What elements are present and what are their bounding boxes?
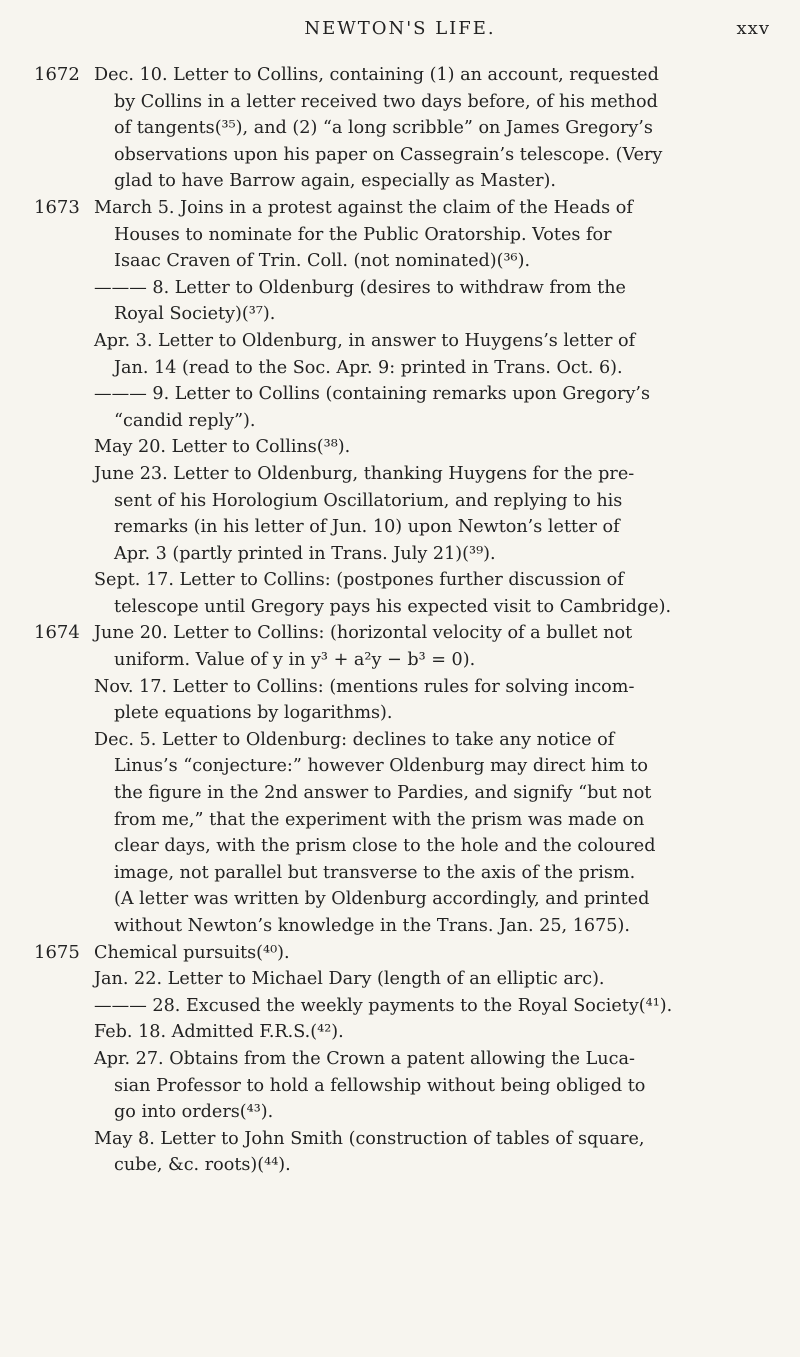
text-line: remarks (in his letter of Jun. 10) upon Newton’s letter of xyxy=(114,517,620,538)
text-line: May 20. Letter to Collins(³⁸). xyxy=(94,437,351,458)
text-line: ——— 28. Excused the weekly payments to the Royal Society(⁴¹). xyxy=(94,995,673,1016)
text-line: Apr. 3. Letter to Oldenburg, in answer to Huygens’s letter of xyxy=(94,330,636,351)
year-label: 1672 xyxy=(34,64,80,85)
text-line: March 5. Joins in a protest against the claim of the Heads of xyxy=(94,197,633,218)
text-line: the figure in the 2nd answer to Pardies, and signify “but not xyxy=(114,783,652,804)
text-line: telescope until Gregory pays his expected visit to Cambridge). xyxy=(114,596,672,617)
page-number: xxv xyxy=(736,18,770,39)
text-line: (A letter was written by Oldenburg accordingly, and printed xyxy=(114,889,650,910)
page-header xyxy=(0,14,800,44)
chronology-entries xyxy=(0,62,800,1179)
text-line: June 20. Letter to Collins: (horizontal velocity of a bullet not xyxy=(94,623,633,644)
year-entry xyxy=(0,940,800,1179)
text-line: image, not parallel but transverse to the axis of the prism. xyxy=(114,862,636,883)
year-entry xyxy=(0,620,800,939)
text-line: ——— 8. Letter to Oldenburg (desires to withdraw from the xyxy=(94,277,626,298)
text-line: June 23. Letter to Oldenburg, thanking Huygens for the pre- xyxy=(94,463,635,484)
text-line: cube, &c. roots)(⁴⁴). xyxy=(114,1155,291,1176)
text-line: Apr. 3 (partly printed in Trans. July 21)(³⁹). xyxy=(114,543,496,564)
year-label: 1673 xyxy=(34,196,80,218)
text-line: by Collins in a letter received two days before, of his method xyxy=(114,91,658,112)
text-line: clear days, with the prism close to the hole and the coloured xyxy=(114,836,656,857)
text-line: glad to have Barrow again, especially as Master). xyxy=(114,171,556,192)
text-line: Nov. 17. Letter to Collins: (mentions rules for solving incom- xyxy=(94,676,635,697)
text-line: Dec. 5. Letter to Oldenburg: declines to take any notice of xyxy=(94,729,615,750)
year-entry xyxy=(0,62,800,195)
text-line: sent of his Horologium Oscillatorium, and replying to his xyxy=(114,490,623,511)
text-line: of tangents(³⁵), and (2) “a long scribble” on James Gregory’s xyxy=(114,118,653,139)
text-line: Feb. 18. Admitted F.R.S.(⁴²). xyxy=(94,1022,344,1043)
running-title: NEWTON'S LIFE. xyxy=(304,18,496,39)
text-line: without Newton’s knowledge in the Trans. Jan. 25, 1675). xyxy=(114,916,630,936)
year-entry xyxy=(0,195,800,621)
text-line: go into orders(⁴³). xyxy=(114,1102,274,1123)
text-line: from me,” that the experiment with the prism was made on xyxy=(114,809,645,830)
text-line: uniform. Value of y in y³ + a²y − b³ = 0). xyxy=(114,650,476,671)
year-label: 1674 xyxy=(34,622,80,644)
text-line: observations upon his paper on Cassegrain’s telescope. (Very xyxy=(114,144,663,165)
text-line: Jan. 14 (read to the Soc. Apr. 9: printed in Trans. Oct. 6). xyxy=(114,357,623,378)
text-line: sian Professor to hold a fellowship without being obliged to xyxy=(114,1075,646,1096)
text-line: plete equations by logarithms). xyxy=(114,703,393,724)
text-line: “candid reply”). xyxy=(114,410,256,431)
year-label: 1675 xyxy=(34,941,80,963)
text-line: Royal Society)(³⁷). xyxy=(114,304,276,325)
text-line: Apr. 27. Obtains from the Crown a patent allowing the Luca- xyxy=(94,1048,635,1069)
text-line: Sept. 17. Letter to Collins: (postpones further discussion of xyxy=(94,570,624,591)
text-line: Houses to nominate for the Public Oratorship. Votes for xyxy=(114,224,612,245)
text-line: ——— 9. Letter to Collins (containing remarks upon Gregory’s xyxy=(94,384,651,405)
text-line: Dec. 10. Letter to Collins, containing (1) an account, requested xyxy=(94,65,659,85)
text-line: Linus’s “conjecture:” however Oldenburg may direct him to xyxy=(114,756,648,777)
text-line: Chemical pursuits(⁴⁰). xyxy=(94,942,290,963)
text-line: Jan. 22. Letter to Michael Dary (length of an elliptic arc). xyxy=(94,969,605,990)
text-line: Isaac Craven of Trin. Coll. (not nominated)(³⁶). xyxy=(114,251,531,272)
text-line: May 8. Letter to John Smith (construction of tables of square, xyxy=(94,1128,645,1149)
